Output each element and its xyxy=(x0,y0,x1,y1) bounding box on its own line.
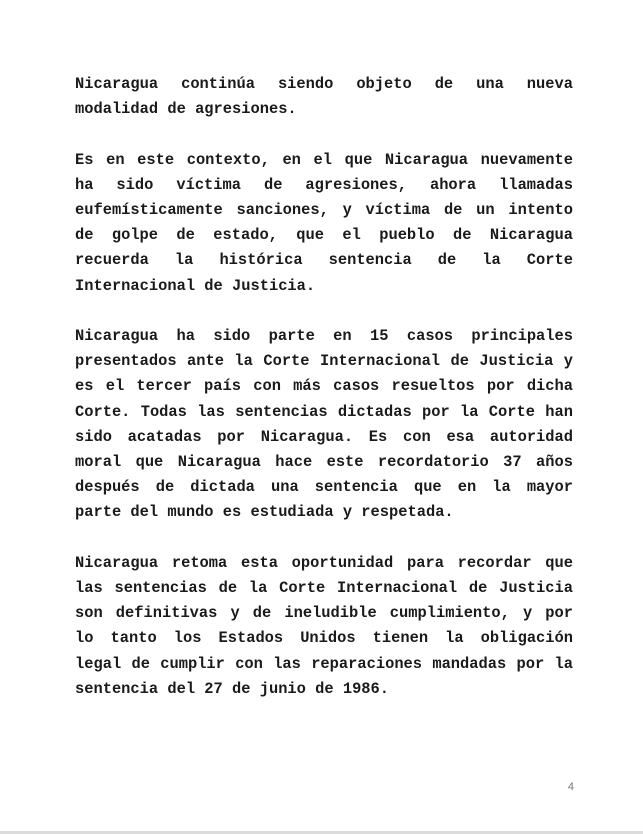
page-number: 4 xyxy=(567,781,574,793)
paragraph: Es en este contexto, en el que Nicaragua nuevamente ha sido víctima de agresiones, ahora llamadas eufemísticamente sanciones, y víctima de un intento de golpe de estado, que el pueblo de Nicaragua recuerda la histórica sentencia de la Corte Internacional de Justicia. xyxy=(75,150,573,295)
paragraph: Nicaragua continúa siendo objeto de una nueva modalidad de agresiones. xyxy=(75,75,573,119)
paragraph: Nicaragua retoma esta oportunidad para recordar que las sentencias de la Corte Internacional de Justicia son definitivas y de ineludible cumplimiento, y por lo tanto los Estados Unidos tienen la obligación legal de cumplir con las reparaciones mandadas por la sentencia del 27 de junio de 1986. xyxy=(75,553,573,698)
paragraph: Nicaragua ha sido parte en 15 casos principales presentados ante la Corte Internacional de Justicia y es el tercer país con más casos resueltos por dicha Corte. Todas las sentencias dictadas por la Corte han sido acatadas por Nicaragua. Es con esa autoridad moral que Nicaragua hace este recordatorio 37 años después de dictada una sentencia que en la mayor parte del mundo es estudiada y respetada. xyxy=(75,327,573,522)
document-body xyxy=(75,72,573,727)
